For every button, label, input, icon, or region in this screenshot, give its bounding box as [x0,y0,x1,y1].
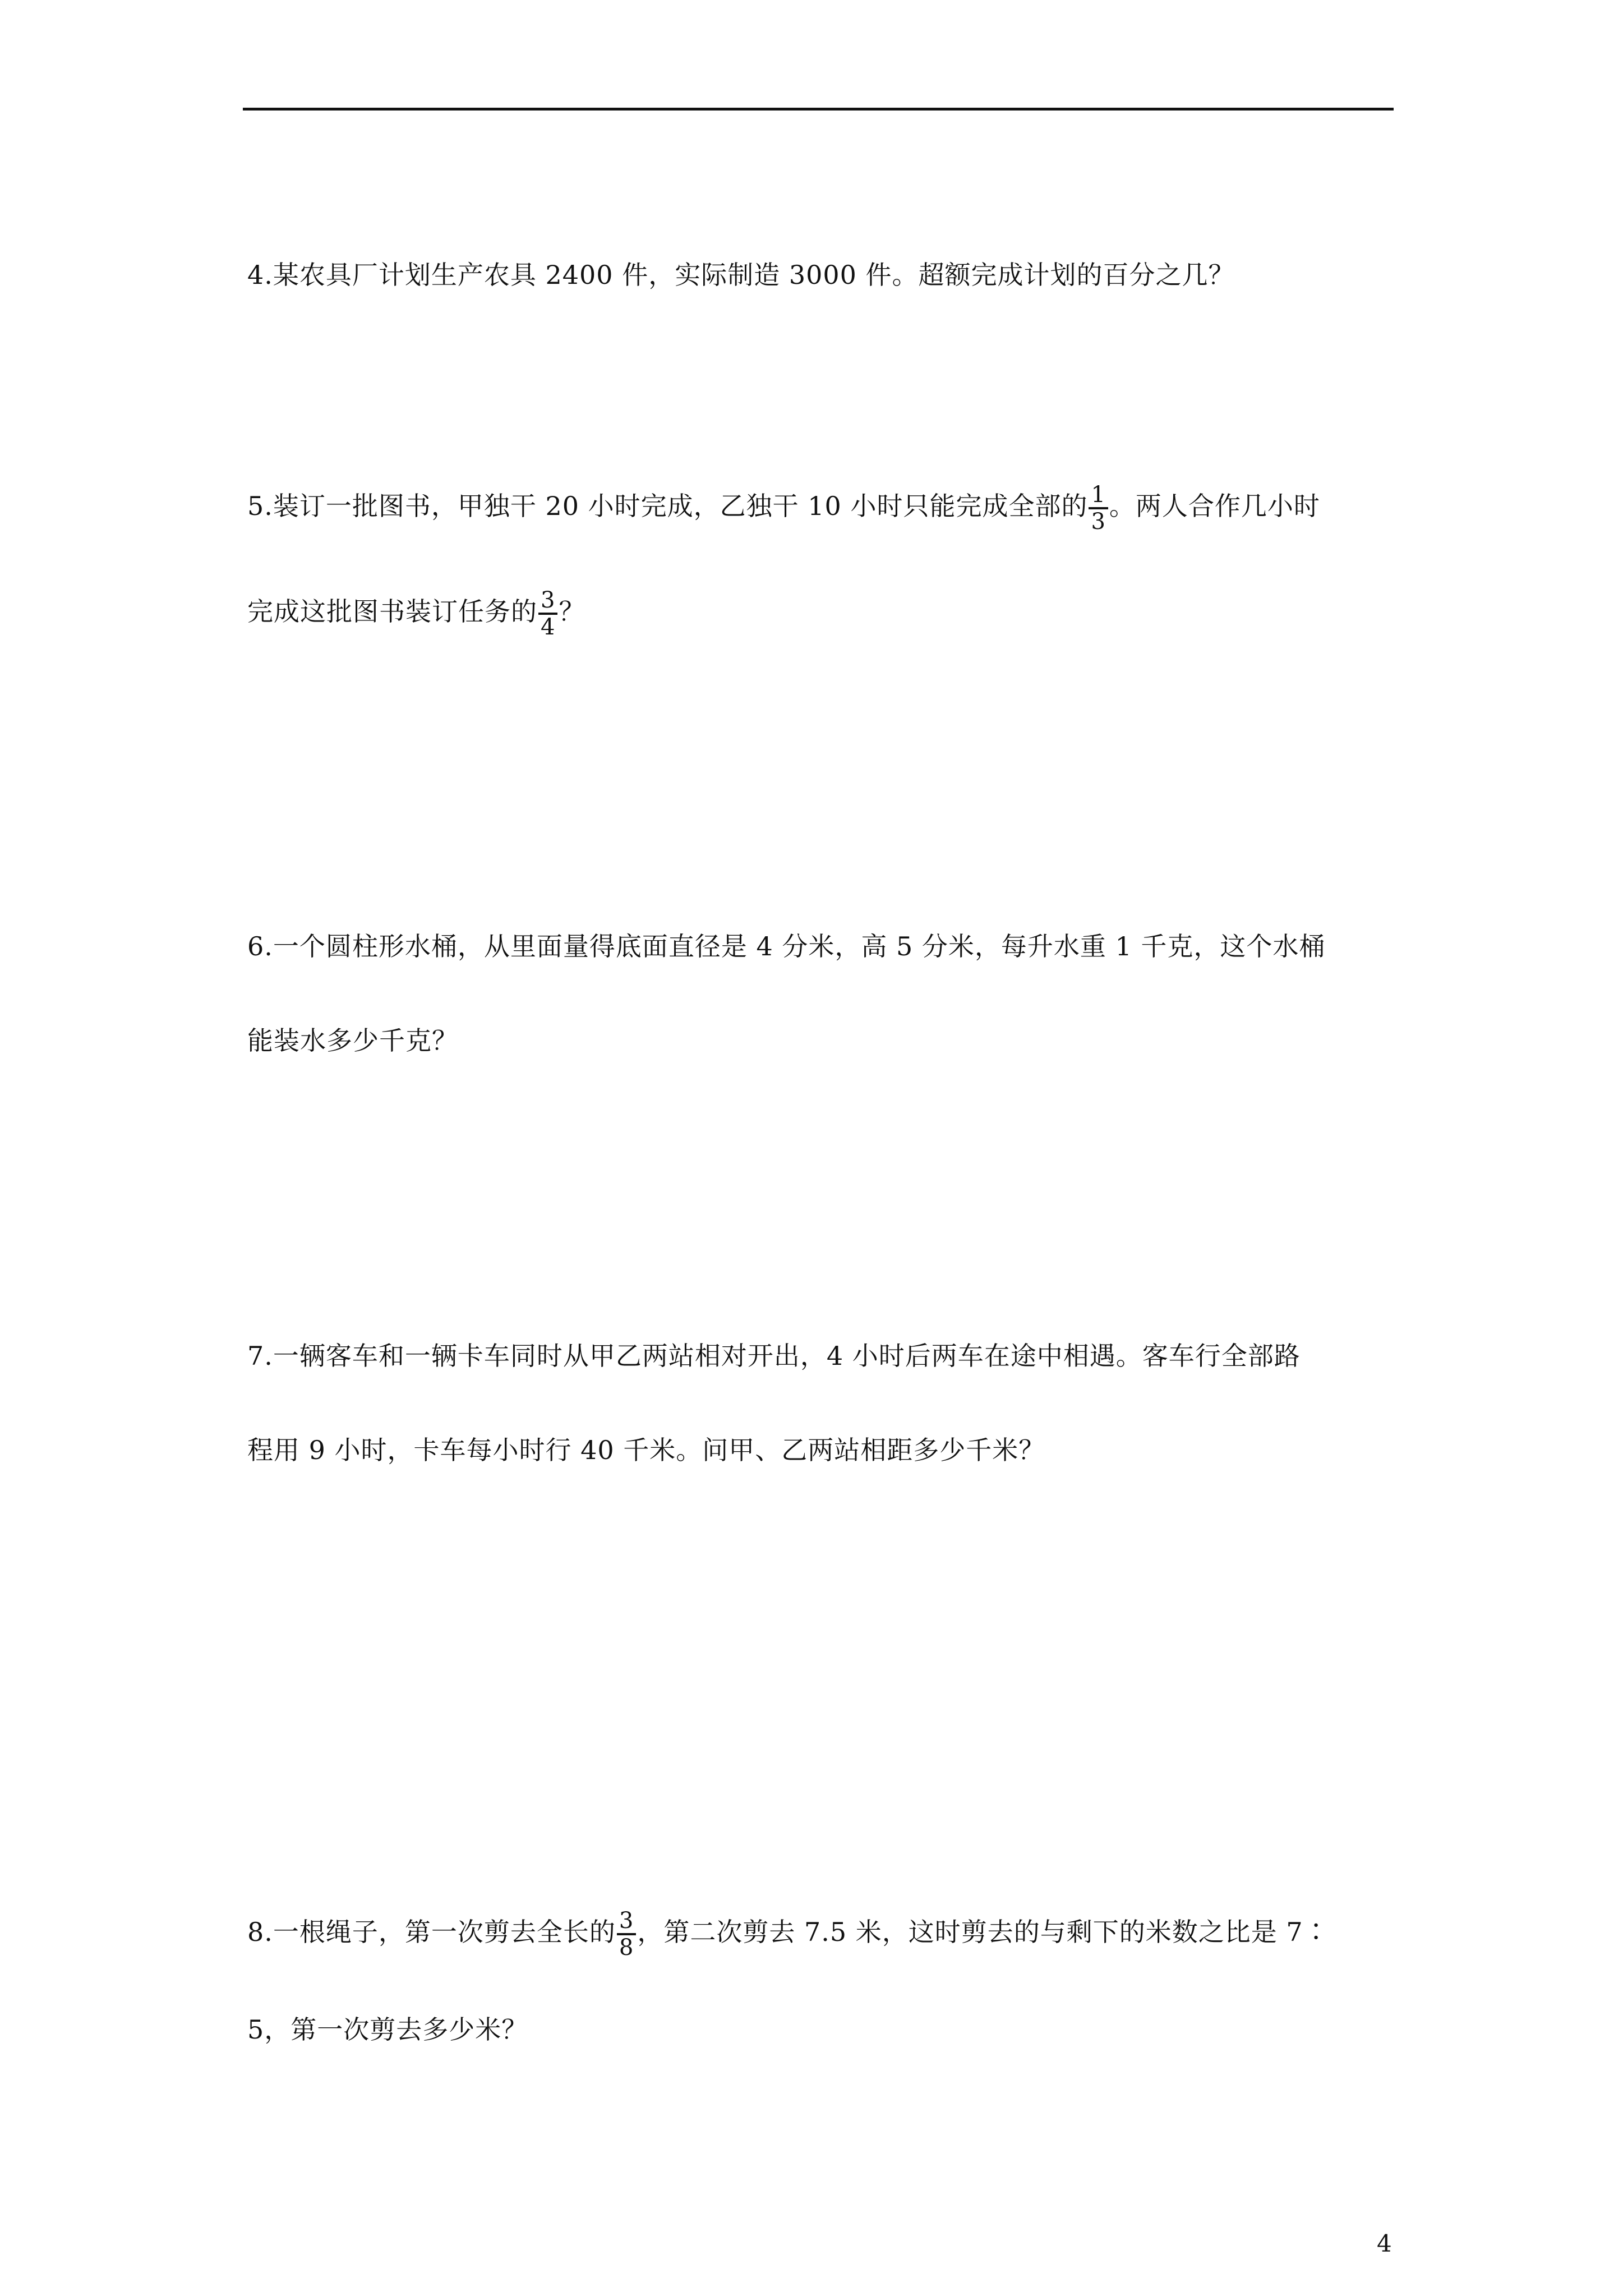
fraction-denominator: 8 [619,1935,634,1961]
question-5-text-c: 完成这批图书装订任务的 [247,596,537,627]
question-5-text-a: 5.装订一批图书，甲独干 20 小时完成，乙独干 10 小时只能完成全部的 [247,491,1088,521]
fraction-one-third [1089,482,1108,534]
header-rule [243,108,1394,111]
question-7-line-2: 程用 9 小时，卡车每小时行 40 千米。问甲、乙两站相距多少千米？ [247,1435,1045,1465]
question-8-line-2: 5，第一次剪去多少米？ [247,2014,528,2045]
fraction-numerator: 3 [617,1908,636,1935]
question-4-line-1: 4.某农具厂计划生产农具 2400 件，实际制造 3000 件。超额完成计划的百分之几？ [247,260,1235,290]
question-8-text-a: 8.一根绳子，第一次剪去全长的 [247,1917,616,1947]
question-5-line-2 [247,588,585,639]
fraction-denominator: 3 [1091,509,1106,535]
fraction-numerator: 3 [538,588,557,615]
fraction-numerator: 1 [1089,482,1108,509]
question-5-text-d: ？ [559,596,585,627]
question-8-text-b: ，第二次剪去 7.5 米，这时剪去的与剩下的米数之比是 7∶ [637,1917,1330,1947]
fraction-denominator: 4 [541,614,556,640]
page-number: 4 [1377,2230,1392,2257]
question-8-line-1 [247,1908,1330,1960]
fraction-three-eighths [617,1908,636,1960]
question-5-text-b: 。两人合作几小时 [1109,491,1320,521]
question-6-line-2: 能装水多少千克？ [247,1025,458,1056]
question-7-line-1: 7.一辆客车和一辆卡车同时从甲乙两站相对开出，4 小时后两车在途中相遇。客车行全部路 [247,1341,1301,1371]
fraction-three-quarters [538,588,557,639]
question-6-line-1: 6.一个圆柱形水桶，从里面量得底面直径是 4 分米，高 5 分米，每升水重 1 千克，这个水桶 [247,931,1326,961]
question-5-line-1 [247,482,1320,534]
